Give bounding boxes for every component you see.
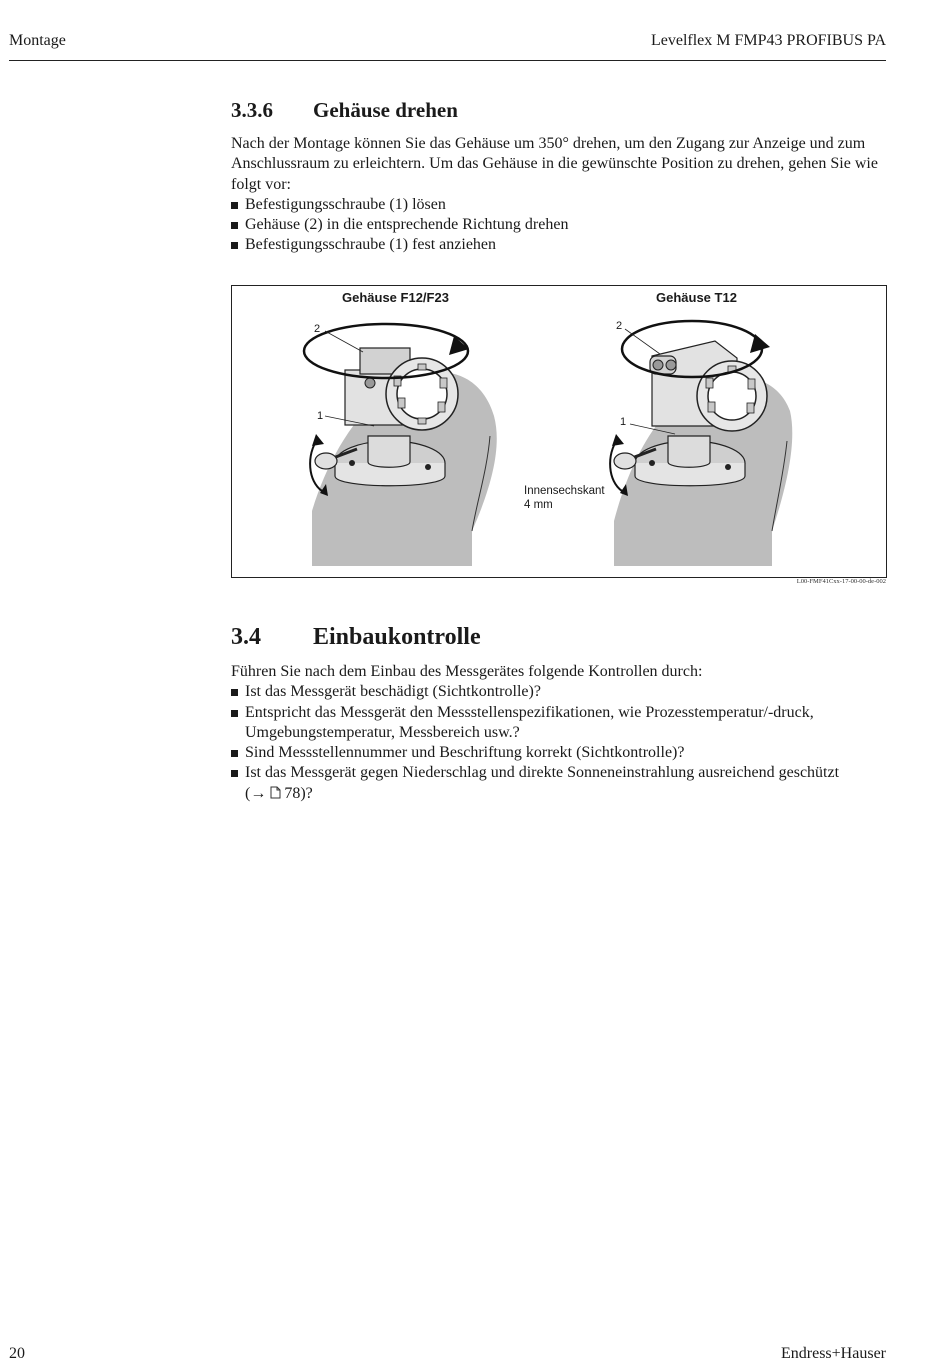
housing-illustration — [232, 286, 886, 577]
figure-code: L00-FMF41Cxx-17-00-00-de-002 — [796, 578, 886, 585]
section-336 — [231, 98, 887, 256]
label-housing-t12: Gehäuse T12 — [656, 290, 737, 305]
callout-1-left: 1 — [317, 410, 324, 422]
section-336-steps — [231, 195, 887, 256]
hex-key-note — [524, 484, 605, 512]
device-f12-illustration — [304, 324, 497, 566]
header-section-title: Montage — [9, 32, 66, 49]
section-34-heading — [231, 624, 887, 651]
list-item: Befestigungsschraube (1) lösen — [231, 195, 887, 215]
footer-page-number: 20 — [9, 1345, 25, 1362]
section-34-number: 3.4 — [231, 624, 261, 650]
page-ref-prefix: (→ — [245, 784, 267, 802]
list-item — [231, 763, 887, 804]
housing-rotation-figure — [231, 285, 887, 578]
hex-key-label: Innensechskant — [524, 485, 605, 497]
footer-brand: Endress+Hauser — [781, 1345, 886, 1362]
section-336-title: Gehäuse drehen — [313, 98, 458, 122]
list-item: Gehäuse (2) in die entsprechende Richtung drehen — [231, 215, 887, 235]
header-product-name: Levelflex M FMP43 PROFIBUS PA — [650, 32, 886, 49]
hex-key-size: 4 mm — [524, 499, 553, 511]
label-housing-f12-f23: Gehäuse F12/F23 — [342, 290, 449, 305]
section-34-checks — [231, 682, 887, 804]
page-ref-number: 78)? — [284, 784, 313, 802]
list-item: Sind Messstellennummer und Beschriftung korrekt (Sichtkontrolle)? — [231, 743, 887, 763]
section-34 — [231, 624, 887, 804]
section-34-title: Einbaukontrolle — [313, 624, 481, 650]
callout-2-right: 2 — [616, 320, 623, 332]
section-336-intro: Nach der Montage können Sie das Gehäuse um 350° drehen, um den Zugang zur Anzeige und zum Anschlussraum zu erleichtern. Um das Gehäuse in die gewünschte Position zu drehen, gehen Sie wie folgt vor: — [231, 135, 878, 193]
check-4-text: Ist das Messgerät gegen Niederschlag und direkte Sonneneinstrahlung ausreichend geschützt — [245, 764, 840, 782]
page-reference-icon — [270, 786, 281, 799]
device-t12-illustration — [610, 321, 792, 566]
list-item: Ist das Messgerät beschädigt (Sichtkontrolle)? — [231, 682, 887, 702]
section-336-number: 3.3.6 — [231, 98, 273, 122]
section-336-heading — [231, 98, 887, 123]
callout-2-left: 2 — [314, 323, 321, 335]
section-34-intro: Führen Sie nach dem Einbau des Messgerätes folgende Kontrollen durch: — [231, 663, 703, 680]
list-item: Entspricht das Messgerät den Messstellenspezifikationen, wie Prozesstemperatur/-druck, Umgebungstemperatur, Messbereich usw.? — [231, 703, 887, 744]
list-item: Befestigungsschraube (1) fest anziehen — [231, 235, 887, 255]
header-rule — [9, 60, 886, 61]
callout-1-right: 1 — [620, 416, 627, 428]
